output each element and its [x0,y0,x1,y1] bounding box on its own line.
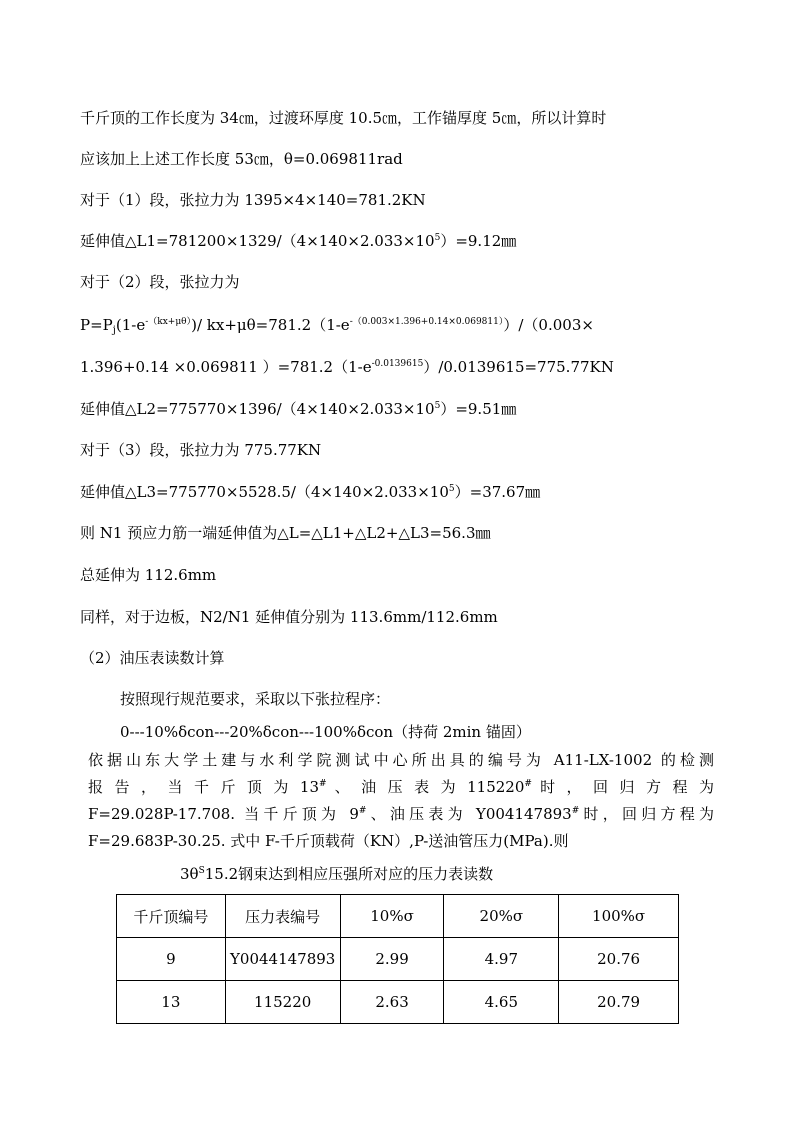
table-cell: 9 [117,938,226,981]
table-cell: Y0044147893 [225,938,340,981]
paragraph-line [88,774,714,801]
header-100-percent: 100%σ [559,895,679,938]
table-header-row [117,895,679,938]
text-span: 15.2钢束达到相应压强所对应的压力表读数 [204,865,494,883]
text-line [120,722,531,742]
table-cell: 4.97 [444,938,559,981]
text-span: 对于（3）段，张拉力为 775.77KN [80,441,322,459]
text-span: 延伸值△L2=775770×1396/（4×140×2.033×10 [80,400,435,418]
text-span: ）=37.67㎜ [454,483,541,501]
text-line [80,523,491,543]
formula-line [80,399,516,419]
text-span: 时 ， 回 归 方 程 为 [531,778,714,796]
formula-line [80,482,540,502]
table-cell: 2.63 [340,981,444,1024]
text-line [80,272,240,292]
formula-line [80,315,594,335]
text-span: F=29.683P-30.25. 式中 F-千斤顶载荷（KN）,P-送油管压力(MPa).则 [88,832,569,850]
table-row [117,981,679,1024]
superscript: # [358,806,367,816]
text-span: 千斤顶的工作长度为 34㎝，过渡环厚度 10.5㎝，工作锚厚度 5㎝，所以计算时 [80,109,607,127]
superscript: -（0.003×1.396+0.14×0.069811） [349,317,504,327]
subscript: j [112,325,116,336]
text-span: 0---10%δcon---20%δcon---100%δcon（持荷 2min 锚固） [120,723,531,741]
text-span: 按照现行规范要求，采取以下张拉程序： [120,690,391,708]
text-line [80,149,403,169]
text-span: 报 告 ， 当 千 斤 顶 为 13 [88,778,319,796]
header-gauge-number: 压力表编号 [225,895,340,938]
text-span: (1-e [115,316,146,334]
table-cell: 13 [117,981,226,1024]
text-span: 依据山东大学土建与水利学院测试中心所出具的编号为 A11-LX-1002 的检测 [88,751,714,769]
text-span: 、油压表为 Y004147893 [366,805,572,823]
text-span: 、 油 压 表 为 115220 [326,778,525,796]
text-span: 同样，对于边板，N2/N1 延伸值分别为 113.6mm/112.6mm [80,608,498,626]
table-caption [180,863,493,884]
superscript: -0.0139615 [371,359,424,369]
text-line [80,440,321,460]
formula-line [80,357,614,377]
superscript: # [524,779,532,789]
text-span: P=P [80,316,113,334]
paragraph [88,747,714,855]
text-span: 总延伸为 112.6mm [80,566,217,584]
table-cell: 20.76 [559,938,679,981]
text-line [120,689,390,709]
superscript: -（kx+μθ） [145,317,192,327]
superscript: # [571,806,580,816]
superscript: S [198,866,205,876]
table-cell: 20.79 [559,981,679,1024]
pressure-gauge-table [116,894,679,1024]
formula-line [80,231,516,251]
table-cell: 2.99 [340,938,444,981]
text-span: 时，回归方程为 [579,805,714,823]
text-span: ）/（0.003× [503,316,594,334]
text-span: ）=9.12㎜ [440,232,517,250]
text-span: 1.396+0.14 ×0.069811 ）=781.2（1-e [80,358,372,376]
table-cell: 115220 [225,981,340,1024]
text-span: F=29.028P-17.708. 当千斤顶为 9 [88,805,359,823]
table-cell: 4.65 [444,981,559,1024]
paragraph-line [88,801,714,828]
header-10-percent: 10%σ [340,895,444,938]
text-span: )/ kx+μθ=781.2（1-e [191,316,350,334]
table-row [117,938,679,981]
text-span: 则 N1 预应力筋一端延伸值为△L=△L1+△L2+△L3=56.3㎜ [80,524,491,542]
superscript: 5 [434,233,441,243]
header-jack-number: 千斤顶编号 [117,895,226,938]
text-span: 3θ [180,865,199,883]
superscript: # [319,779,327,789]
text-span: 对于（2）段，张拉力为 [80,273,240,291]
section-heading [80,648,225,668]
text-span: 应该加上上述工作长度 53㎝，θ=0.069811rad [80,150,403,168]
text-span: （2）油压表读数计算 [80,649,225,667]
text-line [80,607,498,627]
text-line [80,565,216,585]
paragraph-line [88,747,714,774]
text-span: 对于（1）段，张拉力为 1395×4×140=781.2KN [80,191,426,209]
paragraph-line [88,828,714,855]
superscript: 5 [448,484,455,494]
text-line [80,108,606,128]
text-span: ）=9.51㎜ [440,400,517,418]
text-line [80,190,426,210]
superscript: 5 [434,401,441,411]
text-span: ）/0.0139615=775.77KN [423,358,614,376]
header-20-percent: 20%σ [444,895,559,938]
text-span: 延伸值△L1=781200×1329/（4×140×2.033×10 [80,232,435,250]
text-span: 延伸值△L3=775770×5528.5/（4×140×2.033×10 [80,483,449,501]
